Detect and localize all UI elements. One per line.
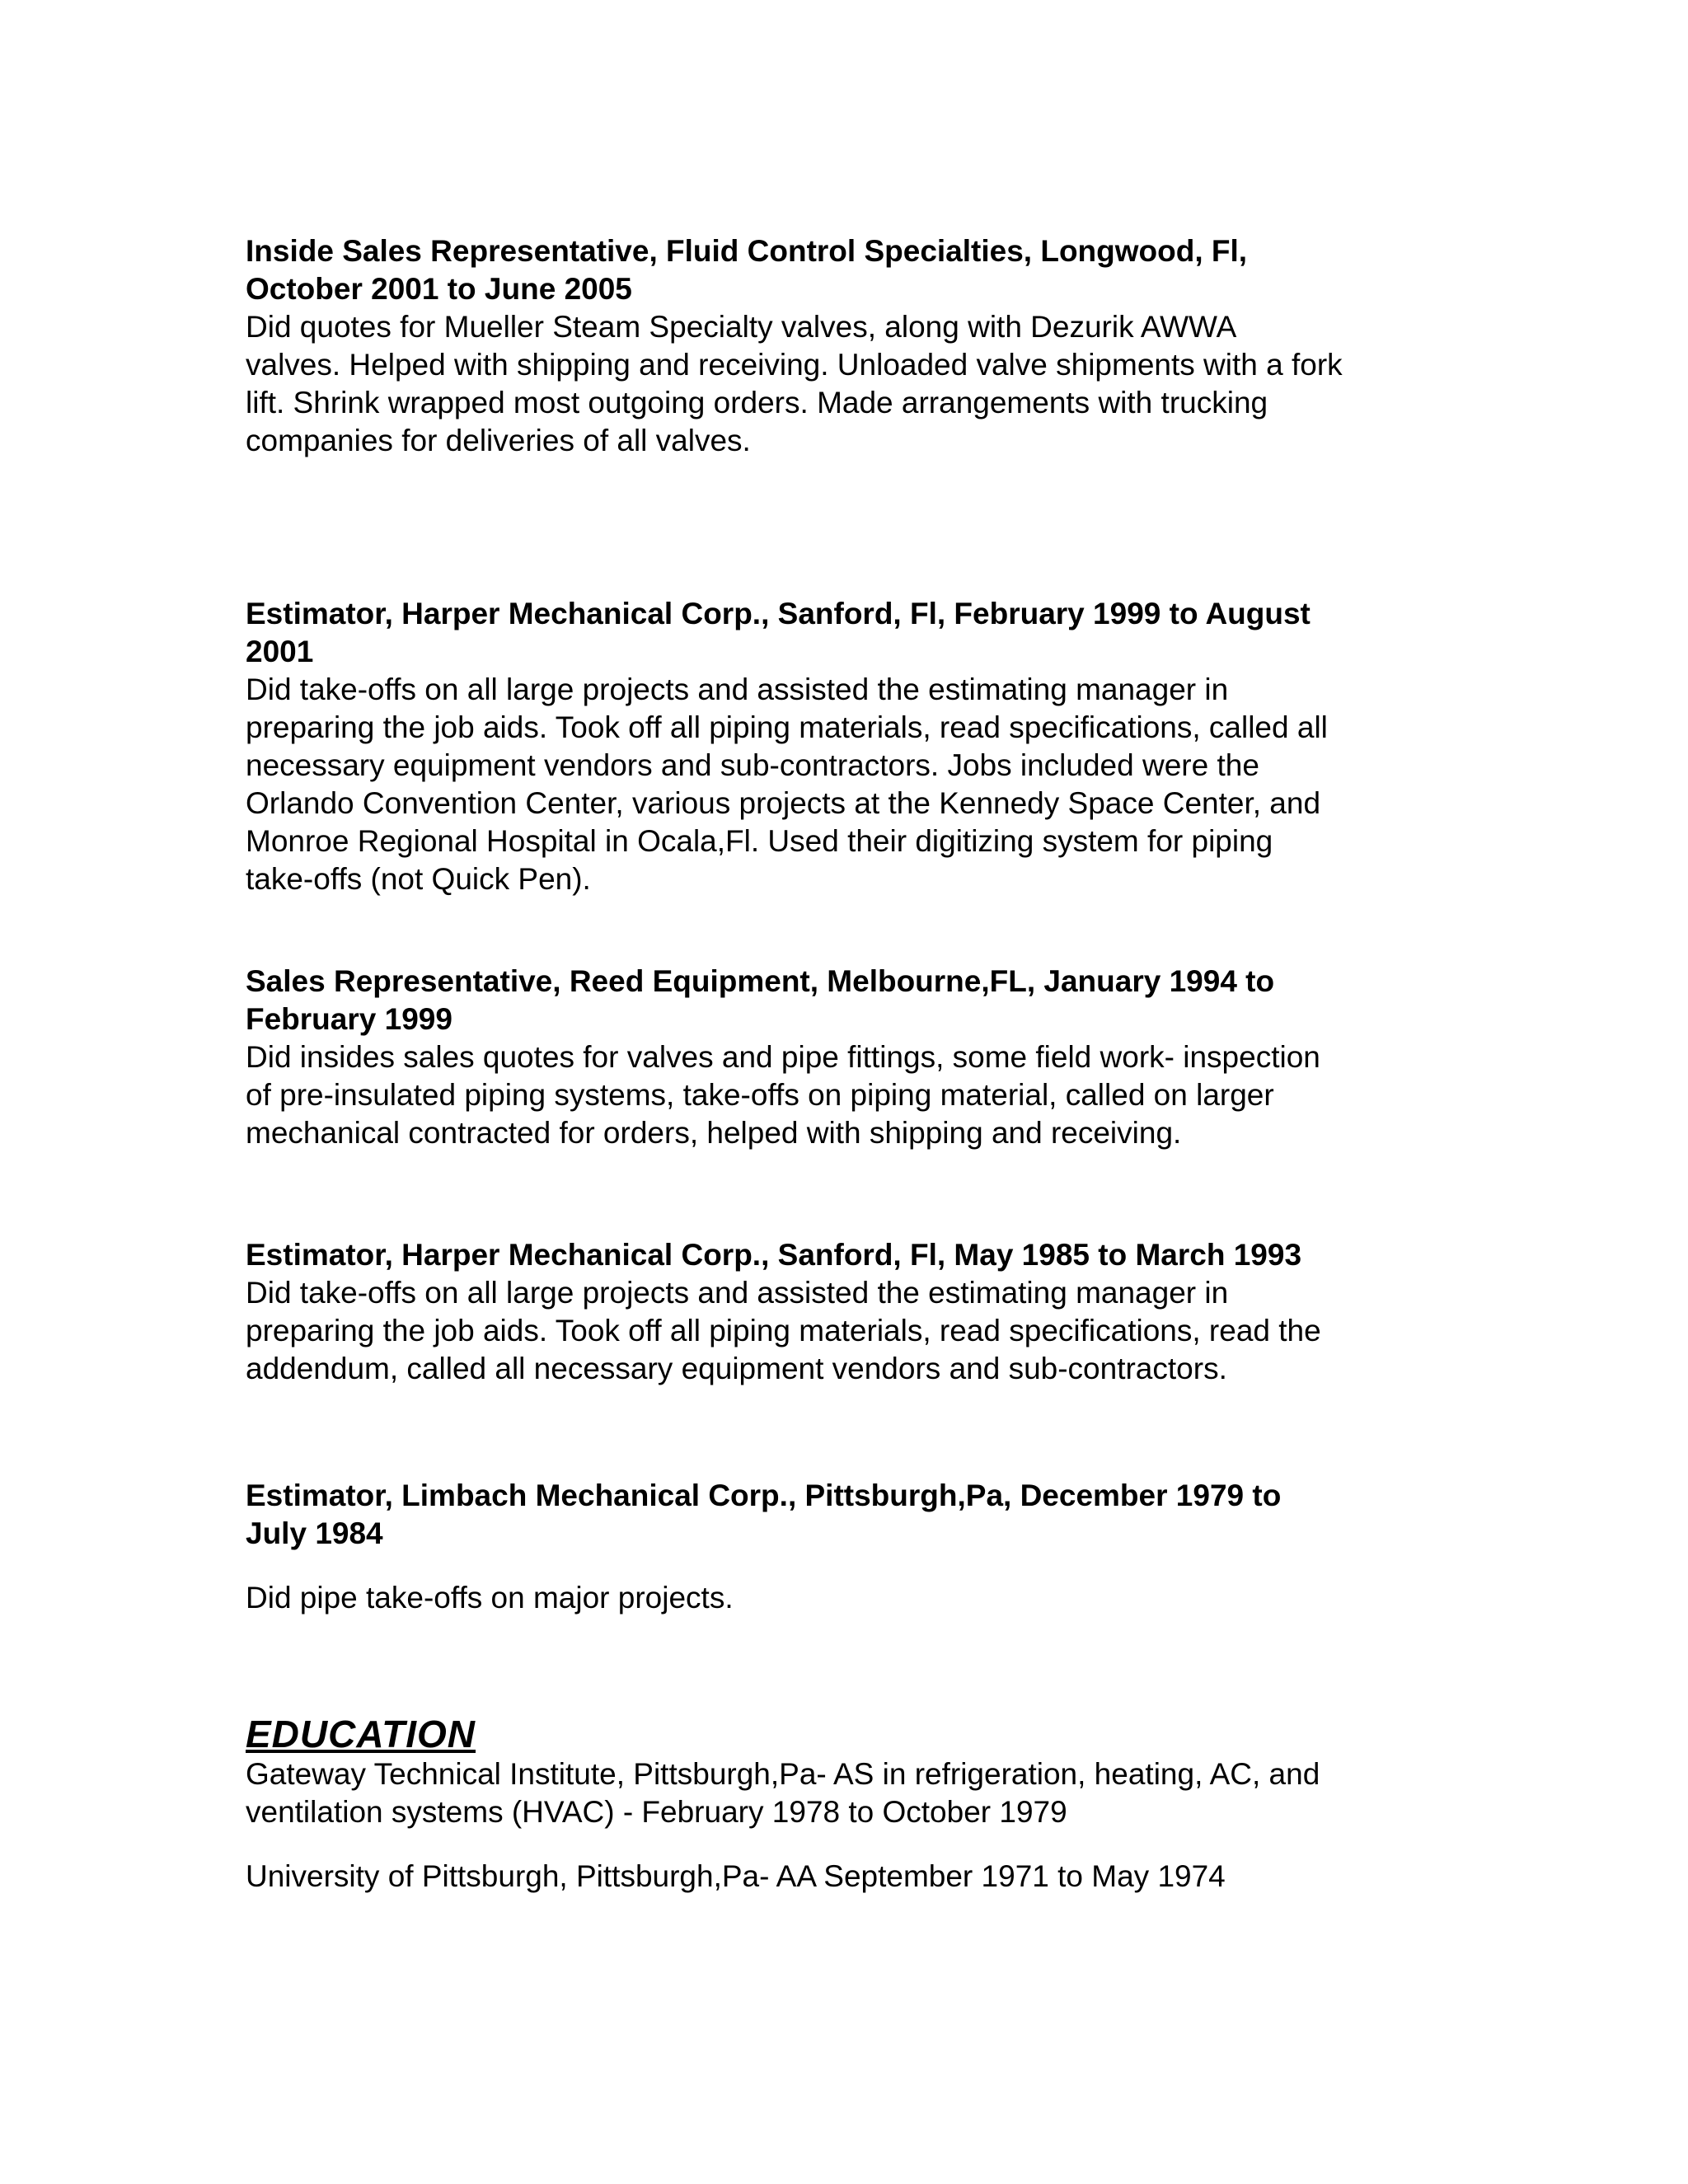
job-heading-line: October 2001 to June 2005: [246, 272, 632, 306]
job-description-line: Orlando Convention Center, various projects at the Kennedy Space Center, and: [246, 786, 1321, 820]
job-description-line: Did quotes for Mueller Steam Specialty valves, along with Dezurik AWWA: [246, 310, 1237, 344]
education-title: EDUCATION: [246, 1713, 476, 1755]
job-description-line: of pre-insulated piping systems, take-offs on piping material, called on larger: [246, 1078, 1274, 1112]
job-description-line: necessary equipment vendors and sub-contractors. Jobs included were the: [246, 748, 1259, 782]
job-description-line: Monroe Regional Hospital in Ocala,Fl. Used their digitizing system for piping: [246, 824, 1273, 858]
job-description-line: take-offs (not Quick Pen).: [246, 862, 591, 896]
job-heading-line: Inside Sales Representative, Fluid Control Specialties, Longwood, Fl,: [246, 234, 1248, 268]
education-entry-gateway: [246, 1755, 1449, 1831]
job-description-line: addendum, called all necessary equipment vendors and sub-contractors.: [246, 1352, 1227, 1385]
education-line: Gateway Technical Institute, Pittsburgh,Pa- AS in refrigeration, heating, AC, and: [246, 1757, 1320, 1791]
job-entry-reed-equipment: [246, 963, 1449, 1152]
job-description-line: valves. Helped with shipping and receiving. Unloaded valve shipments with a fork: [246, 348, 1343, 382]
education-line: University of Pittsburgh, Pittsburgh,Pa- AA September 1971 to May 1974: [246, 1859, 1226, 1893]
job-description-line: Did insides sales quotes for valves and pipe fittings, some field work- inspection: [246, 1040, 1320, 1074]
job-heading-line: Estimator, Limbach Mechanical Corp., Pittsburgh,Pa, December 1979 to: [246, 1479, 1282, 1512]
education-line: ventilation systems (HVAC) - February 1978 to October 1979: [246, 1795, 1067, 1829]
job-heading-line: Estimator, Harper Mechanical Corp., Sanford, Fl, May 1985 to March 1993: [246, 1238, 1302, 1272]
job-heading-line: 2001: [246, 635, 314, 668]
job-entry-limbach: [246, 1477, 1449, 1617]
job-heading-line: February 1999: [246, 1002, 452, 1036]
job-entry-fluid-control: [246, 232, 1449, 460]
job-entry-harper-1999: [246, 595, 1449, 898]
job-description-line: Did take-offs on all large projects and assisted the estimating manager in: [246, 1276, 1229, 1310]
job-description-line: preparing the job aids. Took off all piping materials, read specifications, called all: [246, 710, 1328, 744]
education-section: [246, 1713, 1449, 1896]
job-description-line: Did pipe take-offs on major projects.: [246, 1581, 734, 1615]
job-description-line: preparing the job aids. Took off all piping materials, read specifications, read the: [246, 1314, 1321, 1347]
job-description-line: companies for deliveries of all valves.: [246, 424, 751, 457]
job-heading-line: Sales Representative, Reed Equipment, Melbourne,FL, January 1994 to: [246, 964, 1275, 998]
job-description-line: lift. Shrink wrapped most outgoing orders. Made arrangements with trucking: [246, 386, 1268, 419]
job-heading-line: July 1984: [246, 1516, 383, 1550]
job-description-line: Did take-offs on all large projects and assisted the estimating manager in: [246, 673, 1229, 706]
job-entry-harper-1985: [246, 1236, 1449, 1388]
job-description-line: mechanical contracted for orders, helped with shipping and receiving.: [246, 1116, 1182, 1150]
education-entry-pitt: [246, 1858, 1449, 1896]
job-heading-line: Estimator, Harper Mechanical Corp., Sanford, Fl, February 1999 to August: [246, 597, 1311, 630]
